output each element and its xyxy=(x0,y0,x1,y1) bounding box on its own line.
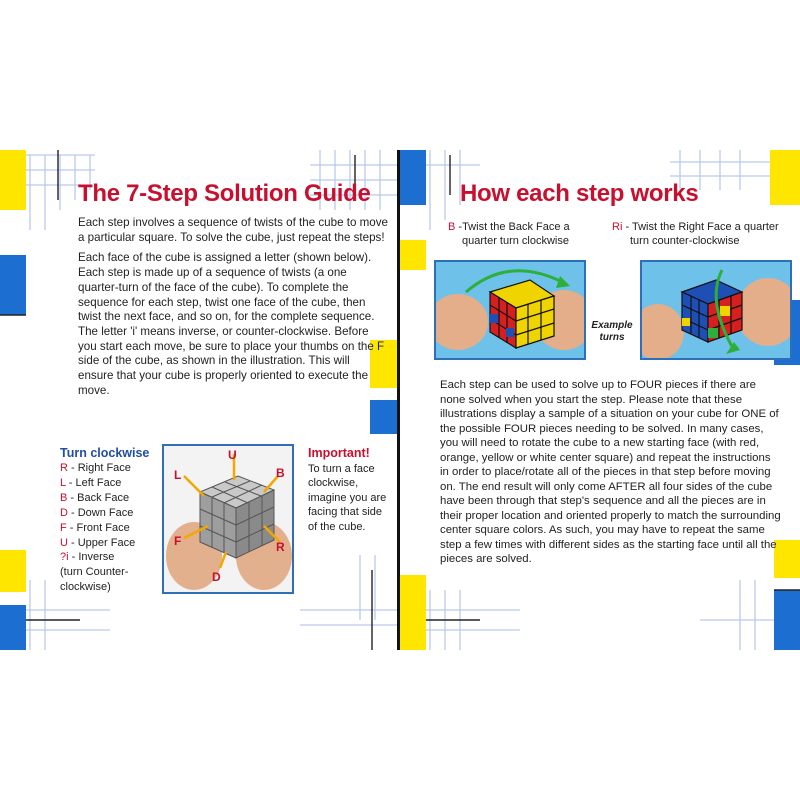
caption-key-ri: Ri xyxy=(612,221,623,233)
legend-key: R xyxy=(60,462,68,474)
legend-key: D xyxy=(60,506,68,519)
legend-key: U xyxy=(60,536,68,549)
example-turns-label xyxy=(586,320,638,344)
legend-text: - Inverse xyxy=(68,551,115,564)
legend-text: - Down Face xyxy=(67,506,134,519)
legend-key: F xyxy=(60,521,67,534)
caption-back-face xyxy=(448,220,598,248)
instructions-paragraph: Each face of the cube is assigned a letter (shown below). Each step is made up of a sequence of twists (a one quarter-turn of the face of the cube). To complete the sequence for each step, twist one face of the cube, then twist the next face, and so on, for the complete sequence. The letter 'i' means inverse, or counter-clockwise. Before you start each move, be sure to place your thumbs on the F side of the cube, as shown in the illustration. This will ensure that your cube is properly oriented to execute the move. xyxy=(78,251,385,397)
back-turn-photo xyxy=(434,260,586,360)
caption-key-b: B xyxy=(448,221,456,233)
cube-label-b: B xyxy=(276,466,285,480)
legend-text: - Front Face xyxy=(66,521,130,534)
left-page-title: The 7-Step Solution Guide xyxy=(78,180,371,207)
legend-key: B xyxy=(60,491,68,504)
legend-item-r xyxy=(60,461,170,476)
legend-item-f xyxy=(60,521,170,536)
important-heading: Important! xyxy=(308,446,370,460)
legend-item-inverse xyxy=(60,550,170,565)
legend-text: - Upper Face xyxy=(67,536,136,549)
legend-text: - Left Face xyxy=(65,476,122,489)
legend-note-line2: clockwise) xyxy=(60,581,111,594)
caption-ri-line2: turn counter-clockwise xyxy=(630,235,740,247)
caption-text: -Twist the Back Face a xyxy=(455,221,570,233)
legend-text: - Right Face xyxy=(67,462,131,474)
example-line1: Example xyxy=(591,320,633,331)
caption-right-inverse xyxy=(612,220,798,248)
right-inverse-turn-photo xyxy=(640,260,792,360)
legend-item-b xyxy=(60,491,170,506)
legend-item-l xyxy=(60,476,170,491)
cube-label-r: R xyxy=(276,540,285,554)
legend-key: L xyxy=(60,476,66,489)
cube-face-diagram xyxy=(162,444,294,594)
caption-back-line1 xyxy=(448,220,598,234)
legend-item-u xyxy=(60,536,170,551)
legend-note-line1: (turn Counter- xyxy=(60,566,129,579)
legend-key: ?i xyxy=(60,551,69,564)
face-letter-legend xyxy=(60,461,170,595)
cube-label-l: L xyxy=(174,468,182,482)
cube-label-f: F xyxy=(174,534,182,548)
caption-ri-line1 xyxy=(612,220,798,234)
legend-text: - Back Face xyxy=(67,491,130,504)
right-page-title: How each step works xyxy=(460,180,699,207)
cube-label-d: D xyxy=(212,570,221,584)
legend-item-d xyxy=(60,506,170,521)
caption-back-line2: quarter turn clockwise xyxy=(462,235,569,247)
right-page-body: Each step can be used to solve up to FOUR pieces if there are none solved when you start the step. Please note that these illustrations display a sample of a situation on your cube for ONE of the possible FOUR pieces needing to be solved. In many cases, you will need to rotate the cube to a new starting face (with red, orange, yellow or white center square) and repeat the instructions in order to place/rotate all of the pieces in that step before moving on. The end result will only come AFTER all four sides of the cube have been through that step's sequence and all the pieces are in their proper location and oriented properly to match the surrounding center square colors. As such, you may have to repeat the same step a few times with different sides as the starting face until all the pieces are solved. xyxy=(440,379,781,565)
important-text: To turn a face clockwise, imagine you are facing that side of the cube. xyxy=(308,463,387,533)
intro-paragraph: Each step involves a sequence of twists of the cube to move a particular square. To solve the cube, just repeat the steps! xyxy=(78,216,388,244)
turn-clockwise-heading: Turn clockwise xyxy=(60,446,150,460)
example-line2: turns xyxy=(599,332,625,343)
booklet-spread xyxy=(0,150,800,650)
page-divider xyxy=(397,150,400,650)
cube-label-u: U xyxy=(228,448,237,462)
left-page-body xyxy=(78,216,388,404)
caption-text: - Twist the Right Face a quarter xyxy=(622,221,779,233)
